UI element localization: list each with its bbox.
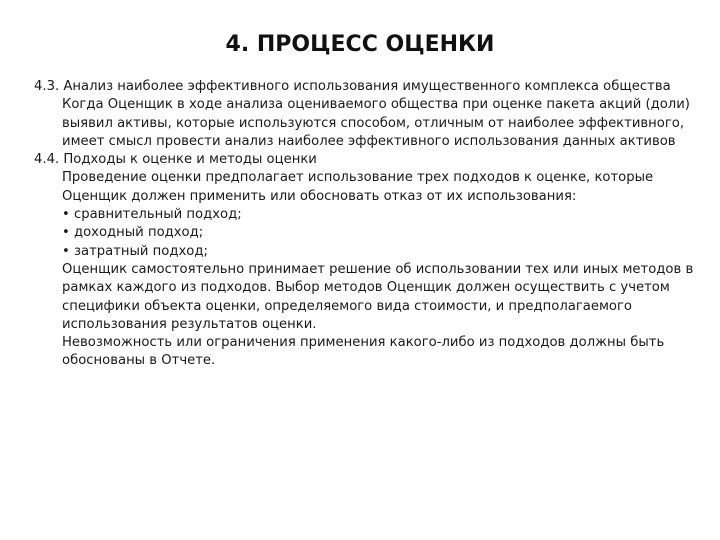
slide-body [34, 78, 694, 371]
paragraph-justification: Невозможность или ограничения применения какого-либо из подходов должны быть обоснованы в Отчете. [62, 335, 665, 369]
paragraph-highest-best-use: Когда Оценщик в ходе анализа оцениваемого общества при оценке пакета акций (доли) выявил активы, которые используются способом, отличным от наиболее эффективного, имеет смысл провести анализ наиболее эффективного использования данных активов [62, 97, 690, 149]
bullet-comparative-approach: • сравнительный подход; [62, 207, 242, 223]
slide-title: 4. ПРОЦЕСС ОЦЕНКИ [225, 32, 495, 57]
bullet-income-approach: • доходный подход; [62, 225, 204, 241]
paragraph-approaches-intro: Проведение оценки предполагает использование трех подходов к оценке, которые Оценщик должен применить или обосновать отказ от их использования: [62, 170, 654, 204]
section-heading-4-4: 4.4. Подходы к оценке и методы оценки [34, 152, 317, 168]
paragraph-method-selection: Оценщик самостоятельно принимает решение об использовании тех или иных методов в рамках каждого из подходов. Выбор методов Оценщик должен осуществить с учетом специфики объекта оценки, определяемого вида стоимости, и предполагаемого использования результатов оценки. [62, 261, 694, 332]
section-heading-4-3: 4.3. Анализ наиболее эффективного использования имущественного комплекса общества [34, 79, 671, 94]
bullet-cost-approach: • затратный подход; [62, 243, 208, 259]
